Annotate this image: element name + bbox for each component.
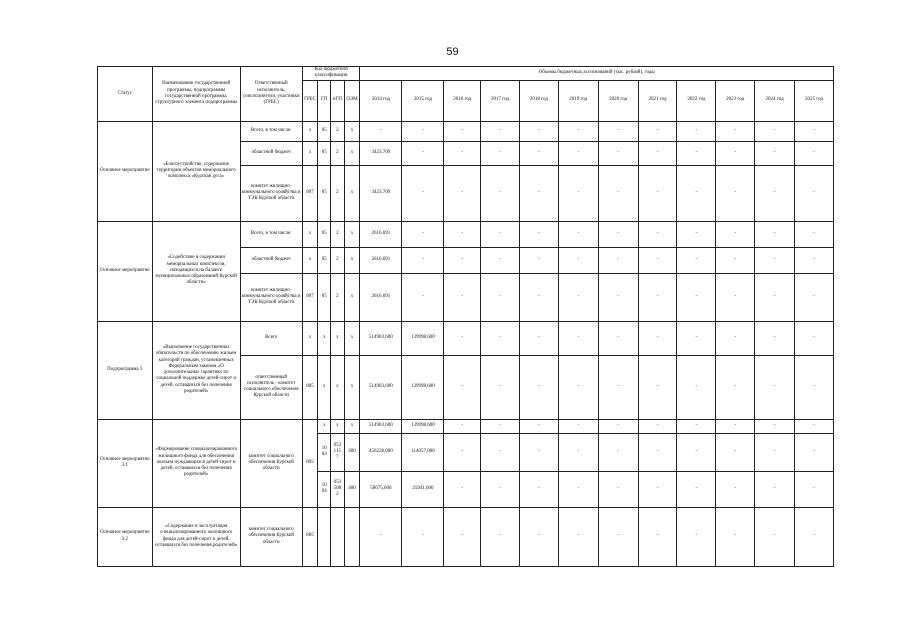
header-year: 2023 год: [716, 80, 755, 121]
row-value: 139998,600: [402, 355, 444, 419]
row-value: -: [444, 165, 481, 221]
row-value: -: [716, 221, 755, 247]
row-value: 58675,600: [360, 471, 402, 507]
row-value: -: [481, 355, 520, 419]
header-year: 2025 год: [795, 80, 834, 121]
row-value: -: [677, 221, 716, 247]
row-value: -: [795, 165, 834, 221]
row-value: -: [558, 221, 598, 247]
row-value: -: [716, 419, 755, 433]
row-value: -: [402, 141, 444, 165]
table-row: [98, 121, 834, 141]
row-value: -: [638, 221, 677, 247]
row-value: -: [481, 121, 520, 141]
header-year: 2018 год: [519, 80, 558, 121]
row-value: -: [755, 221, 795, 247]
row-value: -: [598, 141, 638, 165]
row-name: «Благоустройство, содержание территории объектов мемориального комплекса «Курская дуга»: [152, 121, 240, 221]
row-grbs: 805: [302, 507, 318, 566]
row-executor: Всего: [240, 321, 302, 355]
row-value: -: [558, 121, 598, 141]
row-grbs: х: [302, 221, 318, 247]
header-grbs: ГРБС: [302, 80, 318, 121]
row-value: -: [598, 321, 638, 355]
table-row: [98, 221, 834, 247]
row-status: Основное мероприятие: [98, 221, 153, 321]
row-status: Подпрограмма 3: [98, 321, 153, 419]
header-code: Код бюджетной классификации: [302, 67, 360, 81]
row-value: -: [402, 121, 444, 141]
row-value: 139998,600: [402, 321, 444, 355]
row-oem: х: [344, 273, 360, 321]
row-status: Основное мероприятие 3.1: [98, 419, 153, 507]
row-value: -: [716, 121, 755, 141]
row-value: -: [598, 165, 638, 221]
row-pgp: 2: [331, 221, 345, 247]
row-grbs: 805: [302, 355, 318, 419]
row-executor: комитет социального обеспечения Курской области: [240, 419, 302, 507]
row-oem: х: [344, 419, 360, 433]
row-value: -: [481, 433, 520, 471]
row-executor: Всего, в том числе:: [240, 121, 302, 141]
row-value: -: [638, 355, 677, 419]
row-value: -: [444, 121, 481, 141]
row-value: -: [558, 273, 598, 321]
row-pgp: 2: [331, 121, 345, 141]
header-year: 2021 год: [638, 80, 677, 121]
row-value: -: [638, 273, 677, 321]
row-value: -: [677, 273, 716, 321]
row-value: -: [402, 165, 444, 221]
row-oem: [344, 507, 360, 566]
row-gp: [318, 507, 331, 566]
row-oem: 400: [344, 471, 360, 507]
row-executor: комитет жилищно-коммунального хозяйства и ТЭК Курской области: [240, 165, 302, 221]
row-grbs: 805: [302, 419, 318, 507]
row-pgp: 053 508 2: [331, 471, 345, 507]
row-value: -: [481, 221, 520, 247]
row-value: -: [598, 419, 638, 433]
header-status: Статус: [98, 67, 153, 122]
row-executor: областной бюджет: [240, 141, 302, 165]
row-oem: х: [344, 141, 360, 165]
row-name: «Содержание и эксплуатация специализированного жилищного фонда для детей-сирот и детей, оставшихся без попечения родителей»: [152, 507, 240, 566]
row-oem: х: [344, 165, 360, 221]
row-status: Основное мероприятие 3.2: [98, 507, 153, 566]
row-value: 3423,709: [360, 141, 402, 165]
row-value: -: [558, 141, 598, 165]
row-value: -: [481, 165, 520, 221]
row-gp: 05: [318, 221, 331, 247]
row-value: -: [598, 433, 638, 471]
row-value: -: [519, 355, 558, 419]
header-volume: Объемы бюджетных ассигнований (тыс. рублей), годы: [360, 67, 834, 81]
row-value: -: [444, 141, 481, 165]
row-value: -: [360, 507, 402, 566]
row-name: «Формирование специализированного жилищного фонда для обеспечения жильем нуждающихся детей-сирот и детей, оставшихся без попечения родителей»: [152, 419, 240, 507]
header-executor: Ответственный исполнитель, соисполнители, участники (ГРБС): [240, 67, 302, 122]
row-oem: х: [344, 355, 360, 419]
row-value: -: [519, 247, 558, 273]
row-value: -: [716, 355, 755, 419]
header-pgp: пГП: [331, 80, 345, 121]
row-value: 3423,709: [360, 165, 402, 221]
row-value: -: [444, 419, 481, 433]
row-value: -: [519, 141, 558, 165]
row-value: -: [481, 141, 520, 165]
row-value: -: [519, 321, 558, 355]
row-value: -: [558, 419, 598, 433]
row-value: -: [677, 165, 716, 221]
row-value: -: [598, 247, 638, 273]
header-year: 2020 год: [598, 80, 638, 121]
header-year: 2024 год: [755, 80, 795, 121]
row-value: -: [795, 247, 834, 273]
row-executor: ответственный исполнитель - комитет социального обеспечения Курской области: [240, 355, 302, 419]
row-value: -: [481, 419, 520, 433]
row-value: -: [755, 433, 795, 471]
row-value: -: [795, 221, 834, 247]
row-grbs: 807: [302, 273, 318, 321]
row-oem: 400: [344, 433, 360, 471]
row-value: -: [444, 507, 481, 566]
row-value: -: [755, 507, 795, 566]
row-oem: х: [344, 121, 360, 141]
row-pgp: 2: [331, 273, 345, 321]
row-value: -: [481, 507, 520, 566]
row-value: -: [795, 419, 834, 433]
row-value: -: [402, 507, 444, 566]
row-value: 514903,600: [360, 355, 402, 419]
row-name: «Содействие в содержании мемориальных комплексов, находящихся на балансе муниципальных образований Курской области»: [152, 221, 240, 321]
table-row: [98, 419, 834, 433]
row-value: -: [558, 321, 598, 355]
row-value: -: [402, 273, 444, 321]
row-value: 514903,600: [360, 321, 402, 355]
row-value: -: [402, 221, 444, 247]
row-gp: 05: [318, 247, 331, 273]
row-value: -: [598, 355, 638, 419]
row-value: -: [444, 433, 481, 471]
header-year: 2019 год: [558, 80, 598, 121]
row-value: -: [481, 321, 520, 355]
header-year: 2016 год: [444, 80, 481, 121]
row-value: -: [519, 273, 558, 321]
row-value: -: [755, 165, 795, 221]
row-value: -: [716, 247, 755, 273]
row-value: -: [677, 433, 716, 471]
row-pgp: х: [331, 355, 345, 419]
row-value: -: [677, 355, 716, 419]
row-value: -: [481, 247, 520, 273]
row-value: -: [755, 121, 795, 141]
row-value: -: [638, 471, 677, 507]
row-value: -: [755, 355, 795, 419]
row-value: -: [716, 321, 755, 355]
row-value: 456228,000: [360, 433, 402, 471]
row-value: -: [677, 141, 716, 165]
row-executor: Всего, в том числе:: [240, 221, 302, 247]
row-value: -: [795, 141, 834, 165]
row-gp: 10 04: [318, 433, 331, 471]
row-gp: 05: [318, 165, 331, 221]
row-value: -: [558, 165, 598, 221]
row-executor: комитет социального обеспечения Курской области: [240, 507, 302, 566]
row-value: -: [716, 165, 755, 221]
row-gp: 05: [318, 141, 331, 165]
row-value: -: [795, 355, 834, 419]
row-value: 114057,000: [402, 433, 444, 471]
row-value: -: [677, 507, 716, 566]
row-value: 2616,691: [360, 221, 402, 247]
header-year: 2015 год: [402, 80, 444, 121]
row-grbs: х: [302, 121, 318, 141]
row-oem: х: [344, 247, 360, 273]
row-value: -: [677, 247, 716, 273]
row-value: -: [677, 419, 716, 433]
header-oem: ОЭМ: [344, 80, 360, 121]
row-value: -: [598, 221, 638, 247]
row-value: 139998,600: [402, 419, 444, 433]
row-value: -: [795, 433, 834, 471]
row-value: -: [716, 433, 755, 471]
row-value: -: [638, 247, 677, 273]
row-value: -: [558, 355, 598, 419]
row-value: -: [638, 121, 677, 141]
row-gp: 05: [318, 273, 331, 321]
row-value: -: [755, 247, 795, 273]
row-value: -: [638, 321, 677, 355]
row-value: -: [481, 273, 520, 321]
row-value: -: [598, 471, 638, 507]
row-value: -: [519, 471, 558, 507]
row-value: -: [716, 507, 755, 566]
row-value: -: [598, 273, 638, 321]
row-value: -: [638, 419, 677, 433]
row-value: -: [444, 471, 481, 507]
row-executor: комитет жилищно-коммунального хозяйства и ТЭК Курской области: [240, 273, 302, 321]
header-year: 2017 год: [481, 80, 520, 121]
row-value: -: [755, 273, 795, 321]
row-value: -: [519, 121, 558, 141]
row-value: -: [519, 507, 558, 566]
row-value: -: [638, 433, 677, 471]
row-gp: 10 04: [318, 471, 331, 507]
row-value: -: [360, 121, 402, 141]
row-grbs: 807: [302, 165, 318, 221]
row-pgp: х: [331, 321, 345, 355]
row-value: -: [519, 165, 558, 221]
row-oem: х: [344, 321, 360, 355]
row-pgp: 2: [331, 165, 345, 221]
row-value: -: [598, 121, 638, 141]
row-value: -: [519, 419, 558, 433]
row-value: -: [638, 141, 677, 165]
row-status: Основное мероприятие: [98, 121, 153, 221]
row-gp: 05: [318, 121, 331, 141]
row-value: -: [755, 141, 795, 165]
row-value: -: [444, 221, 481, 247]
row-value: 514903,600: [360, 419, 402, 433]
row-value: -: [677, 321, 716, 355]
row-value: -: [795, 321, 834, 355]
row-value: 2616,691: [360, 247, 402, 273]
row-value: -: [444, 355, 481, 419]
row-value: -: [677, 471, 716, 507]
row-value: -: [795, 121, 834, 141]
table-row: [98, 321, 834, 355]
row-value: -: [444, 273, 481, 321]
row-value: -: [558, 507, 598, 566]
row-pgp: 053 115 7: [331, 433, 345, 471]
row-value: 2616,691: [360, 273, 402, 321]
page-number: 59: [446, 46, 459, 58]
row-value: -: [519, 433, 558, 471]
row-value: -: [755, 471, 795, 507]
row-value: -: [716, 471, 755, 507]
row-grbs: х: [302, 321, 318, 355]
row-value: -: [638, 507, 677, 566]
row-value: -: [598, 507, 638, 566]
row-oem: х: [344, 221, 360, 247]
row-gp: х: [318, 321, 331, 355]
row-value: -: [444, 247, 481, 273]
row-grbs: х: [302, 141, 318, 165]
row-value: -: [558, 247, 598, 273]
row-name: «Выполнение государственных обязательств по обеспечению жильем категорий граждан, установленных Федеральным законом «О дополнительных гарантиях по социальной поддержке детей-сирот и детей, оставшихся без попечения родителей»: [152, 321, 240, 419]
row-executor: областной бюджет: [240, 247, 302, 273]
row-gp: х: [318, 355, 331, 419]
row-value: -: [558, 471, 598, 507]
row-grbs: х: [302, 247, 318, 273]
header-year: 2014 год: [360, 80, 402, 121]
row-value: -: [481, 471, 520, 507]
row-value: -: [716, 273, 755, 321]
row-gp: х: [318, 419, 331, 433]
row-value: -: [677, 121, 716, 141]
header-year: 2022 год: [677, 80, 716, 121]
row-pgp: х: [331, 419, 345, 433]
row-value: -: [444, 321, 481, 355]
row-value: -: [402, 247, 444, 273]
row-pgp: 2: [331, 247, 345, 273]
row-pgp: [331, 507, 345, 566]
header-name: Наименование государственной программы, подпрограммы государственной программы, структурного элемента подпрограммы: [152, 67, 240, 122]
header-gp: ГП: [318, 80, 331, 121]
row-value: -: [795, 471, 834, 507]
row-value: -: [558, 433, 598, 471]
row-value: 25941,600: [402, 471, 444, 507]
row-value: -: [519, 221, 558, 247]
row-value: -: [755, 419, 795, 433]
table-row: [98, 507, 834, 566]
budget-table: [97, 66, 834, 567]
row-value: -: [638, 165, 677, 221]
row-value: -: [795, 273, 834, 321]
row-value: -: [755, 321, 795, 355]
row-pgp: 2: [331, 141, 345, 165]
row-value: -: [795, 507, 834, 566]
row-value: -: [716, 141, 755, 165]
